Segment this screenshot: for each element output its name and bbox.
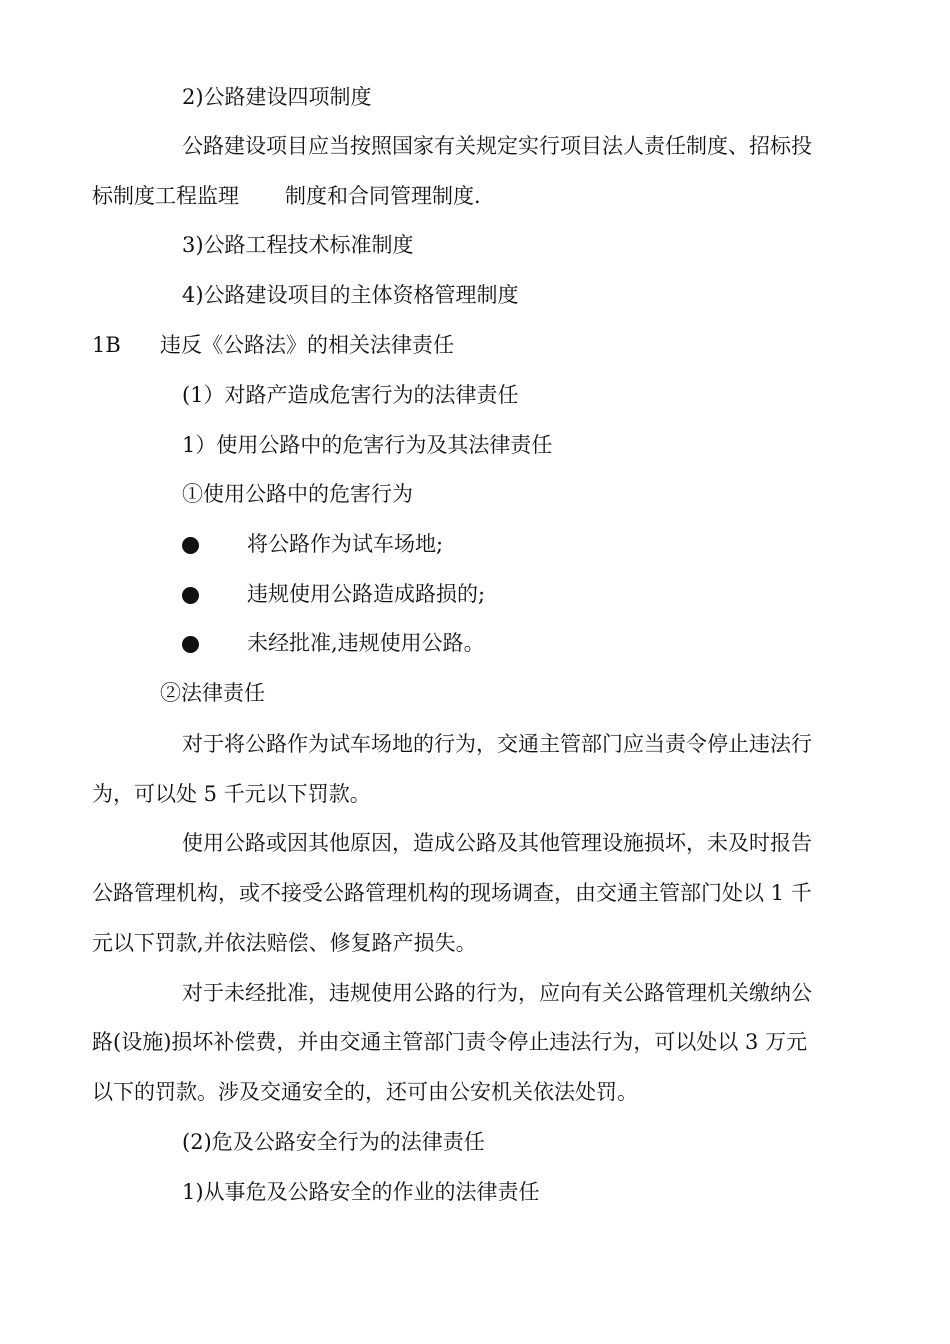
- list-title-legal-liability: ②法律责任: [160, 681, 265, 705]
- paragraph-line: 以下的罚款。涉及交通安全的，还可由公安机关依法处罚。: [92, 1080, 638, 1104]
- bullet-icon: [182, 636, 199, 653]
- subheading-harmful-use: 1）使用公路中的危害行为及其法律责任: [182, 433, 553, 457]
- bullet-icon: [182, 587, 199, 604]
- list-item: 违规使用公路造成路损的;: [247, 582, 486, 606]
- subheading-qualification-system: 4)公路建设项目的主体资格管理制度: [182, 283, 519, 307]
- paragraph-line: 对于未经批准，违规使用公路的行为，应向有关公路管理机关缴纳公: [182, 981, 812, 1005]
- paragraph-line: 公路建设项目应当按照国家有关规定实行项目法人责任制度、招标投: [182, 134, 812, 158]
- list-title-harmful-acts: ①使用公路中的危害行为: [182, 482, 413, 506]
- text-run: 制度和合同管理制度.: [285, 184, 481, 208]
- subheading-road-damage: (1）对路产造成危害行为的法律责任: [182, 383, 519, 407]
- section-number: 1B: [92, 333, 121, 357]
- list-item: 未经批准,违规使用公路。: [247, 631, 485, 655]
- paragraph-line: 使用公路或因其他原因，造成公路及其他管理设施损坏，未及时报告: [182, 831, 812, 855]
- paragraph-line: 对于将公路作为试车场地的行为，交通主管部门应当责令停止违法行: [182, 732, 812, 756]
- list-item: 将公路作为试车场地;: [247, 532, 444, 556]
- subheading-four-systems: 2)公路建设四项制度: [182, 85, 372, 109]
- bullet-icon: [182, 537, 199, 554]
- subheading-road-safety: (2)危及公路安全行为的法律责任: [182, 1130, 485, 1154]
- section-title: 违反《公路法》的相关法律责任: [160, 333, 454, 357]
- subheading-hazardous-work: 1)从事危及公路安全的作业的法律责任: [182, 1180, 540, 1204]
- paragraph-line: 元以下罚款,并依法赔偿、修复路产损失。: [92, 931, 477, 955]
- paragraph-line: 为，可以处 5 千元以下罚款。: [92, 782, 371, 806]
- paragraph-line: [92, 182, 481, 210]
- paragraph-line: 公路管理机构，或不接受公路管理机构的现场调查，由交通主管部门处以 1 千: [92, 881, 812, 905]
- subheading-technical-standards: 3)公路工程技术标准制度: [182, 233, 414, 257]
- paragraph-line: 路(设施)损坏补偿费，并由交通主管部门责令停止违法行为，可以处以 3 万元: [92, 1030, 808, 1054]
- text-run: 标制度工程监理: [92, 184, 239, 208]
